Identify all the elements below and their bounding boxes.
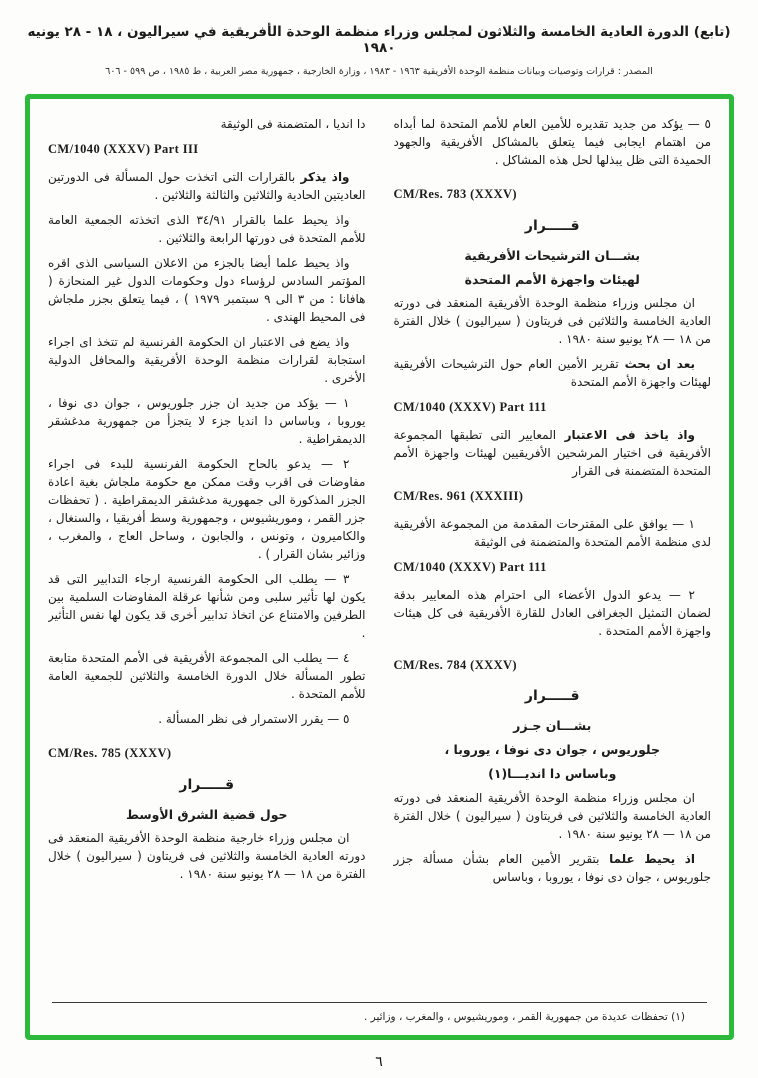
resolution-ref: CM/1040 (XXXV) Part III bbox=[48, 142, 199, 156]
footnote-text: (١) تحفظات عديدة من جمهورية القمر ، وموريشيوس ، والمغرب ، وزائير . bbox=[363, 1011, 685, 1024]
resolution-ref: CM/Res. 783 (XXXV) bbox=[393, 187, 517, 201]
header-source: المصدر : قرارات وتوصيات وبيانات منظمة الوحدة الأفريقية ١٩٦٣ - ١٩٨٣ ، وزارة الخارجية ، جمهورية مصر العربية ، ط ١٩٨٥ ، ص ٥٩٩ - ٦٠٦ bbox=[105, 66, 653, 77]
resolution-heading: قـــــرار bbox=[524, 688, 580, 705]
resolution-ref: CM/1040 (XXXV) Part 111 bbox=[393, 400, 547, 415]
paragraph: ٥ — يؤكد من جديد تقديره للأمين العام للأمم المتحدة لما أبداه من اهتمام ايجابى فيما يتعلق بالمشاكل الأفريقية والجهود الحميدة التى ظل يبذلها لحل هذه المشاكل . bbox=[393, 117, 711, 167]
paragraph: واذ يحيط علما بالقرار ٣٤/٩١ الذى اتخذته الجمعية العامة للأمم المتحدة فى دورتها الرابعة والثلاثين . bbox=[48, 212, 366, 245]
resolution-subheading: جلوريوس ، جوان دى نوفا ، يوروبا ، bbox=[444, 742, 661, 757]
resolution-ref: CM/Res. 785 (XXXV) bbox=[48, 745, 172, 760]
paragraph: ٤ — يطلب الى المجموعة الأفريقية فى الأمم المتحدة متابعة تطور المسألة خلال الدورة الخامسة والثلاثين للجمعية العامة للأمم المتحدة . bbox=[48, 650, 366, 701]
resolution-subheading: بشـــان جـزر bbox=[513, 718, 592, 734]
paragraph-lead: واذ يذكر bbox=[295, 169, 350, 184]
paragraph: ١ — يؤكد من جديد ان جزر جلوريوس ، جوان دى نوفا ، يوروبا ، وباساس دا انديا جزء لا يتجزأ من جمهورية مدغشقر الديمقراطية . bbox=[48, 395, 366, 446]
paragraph: ٢ — يدعو الدول الأعضاء الى احترام هذه المعايير بدقة لضمان التمثيل الجغرافى العادل للقارة الأفريقية فى كل هيئات واجهزة الأمم المتحدة . bbox=[393, 587, 711, 638]
columns bbox=[48, 115, 711, 996]
paragraph: واذ يحيط علما أيضا بالجزء من الاعلان السياسى الذى اقره المؤتمر السادس لرؤساء دول وحكومات الدول غير المنحازة ( هافانا : من ٣ الى ٩ سبتمبر ١٩٧٩ ) ، فيما يتعلق بجزر ملجاش فى المحيط الهندى . bbox=[48, 255, 366, 324]
resolution-ref: CM/1040 (XXXV) Part 111 bbox=[393, 559, 547, 574]
paragraph: ان مجلس وزراء منظمة الوحدة الأفريقية المنعقد فى دورته العادية الخامسة والثلاثين فى فريتاون ( سيراليون ) خلال الفترة من ١٨ — ٢٨ يونيو سنة ١٩٨٠ . bbox=[393, 296, 711, 347]
paragraph: ان مجلس وزراء خارجية منظمة الوحدة الأفريقية المنعقد فى دورته العادية الخامسة والثلاثين فى فريتاون ( سيراليون ) خلال الفترة من ١٨ — ٢٨ يونيو سنة ١٩٨٠ . bbox=[48, 831, 366, 882]
paragraph: واذ ياخذ فى الاعتبار المعايير التى تطبقها المجموعة الأفريقية فى اختيار المرشحين الأفريقيين لهيئات واجهزة الأمم المتحدة المتضمنة فى القرار bbox=[393, 428, 711, 478]
column-right bbox=[394, 115, 712, 996]
paragraph: اذ يحيط علما بتقرير الأمين العام بشأن مسألة جزر جلوريوس ، جوان دى نوفا ، يوروبا ، وباساس bbox=[393, 851, 711, 884]
paragraph: دا انديا ، المتضمنة فى الوثيقة bbox=[220, 117, 366, 131]
paragraph: ٣ — يطلب الى الحكومة الفرنسية ارجاء التدابير التى قد يكون لها تأثير سلبى ومن شأنها عرقلة المفاوضات السلمية بين الطرفين والامتناع عن اتخاذ تدابير أخرى قد يكون لها نفس التأثير . bbox=[48, 571, 366, 640]
paragraph-lead: اذ يحيط علما bbox=[599, 851, 695, 866]
resolution-subheading: حول قضية الشرق الأوسط bbox=[125, 806, 288, 822]
document-header bbox=[20, 24, 738, 77]
paragraph: ١ — يوافق على المقترحات المقدمة من المجموعة الأفريقية لدى منظمة الأمم المتحدة والمتضمنة فى الوثيقة bbox=[393, 516, 711, 549]
resolution-ref: CM/Res. 961 (XXXIII) bbox=[393, 489, 524, 503]
resolution-ref: CM/Res. 784 (XXXV) bbox=[393, 657, 517, 672]
paragraph: ٥ — يقرر الاستمرار فى نظر المسألة . bbox=[158, 711, 350, 726]
resolution-heading: قـــــرار bbox=[524, 217, 580, 234]
resolution-subheading: لهيئات واجهزة الأمم المتحدة bbox=[464, 271, 640, 287]
paragraph: واذ يضع فى الاعتبار ان الحكومة الفرنسية لم تتخذ اى اجراء استجابة لقرارات منظمة الوحدة الأفريقية والمحافل الدولية الأخرى . bbox=[48, 334, 366, 385]
resolution-heading: قـــــرار bbox=[179, 776, 235, 793]
paragraph: ان مجلس وزراء منظمة الوحدة الأفريقية المنعقد فى دورته العادية الخامسة والثلاثين فى فريتاون ( سيراليون ) خلال الفترة من ١٨ — ٢٨ يونيو سنة ١٩٨٠ . bbox=[393, 790, 711, 841]
paragraph: واذ يذكر بالقرارات التى اتخذت حول المسألة فى الدورتين العاديتين الحادية والثلاثين والثالثة والثلاثين . bbox=[48, 169, 366, 202]
paragraph: ٢ — يدعو بالحاح الحكومة الفرنسية للبدء فى اجراء مفاوضات فى اقرب وقت ممكن مع حكومة ملجاش بغية اعادة الجزر المذكورة الى جمهورية مدغشقر الديمقراطية . ( تحفظات جزر القمر ، وموريشيوس ، وجمهورية وسط أفريقيا ، والسنغال ، والكاميرون ، وتونس ، والجابون ، وساحل العاج ، والمغرب ، وزائير بشان القرار ) . bbox=[48, 456, 366, 561]
resolution-subheading: وباساس دا انديـــا(١) bbox=[488, 765, 617, 781]
footnote bbox=[52, 1002, 707, 1029]
resolution-subheading: بشـــان الترشيحات الأفريقية bbox=[464, 247, 641, 263]
paragraph: بعد ان بحث تقرير الأمين العام حول الترشيحات الأفريقية لهيئات واجهزة الأمم المتحدة bbox=[393, 357, 711, 390]
content-frame bbox=[25, 94, 734, 1040]
paragraph-lead: واذ ياخذ فى الاعتبار bbox=[556, 428, 695, 442]
column-left bbox=[48, 115, 366, 996]
paragraph-lead: بعد ان بحث bbox=[618, 357, 695, 372]
page-number: ٦ bbox=[375, 1054, 383, 1070]
header-title: (تابع) الدورة العادية الخامسة والثلاثون لمجلس وزراء منظمة الوحدة الأفريقية في سيراليون ، ١٨ - ٢٨ يونيه ١٩٨٠ bbox=[27, 24, 731, 56]
